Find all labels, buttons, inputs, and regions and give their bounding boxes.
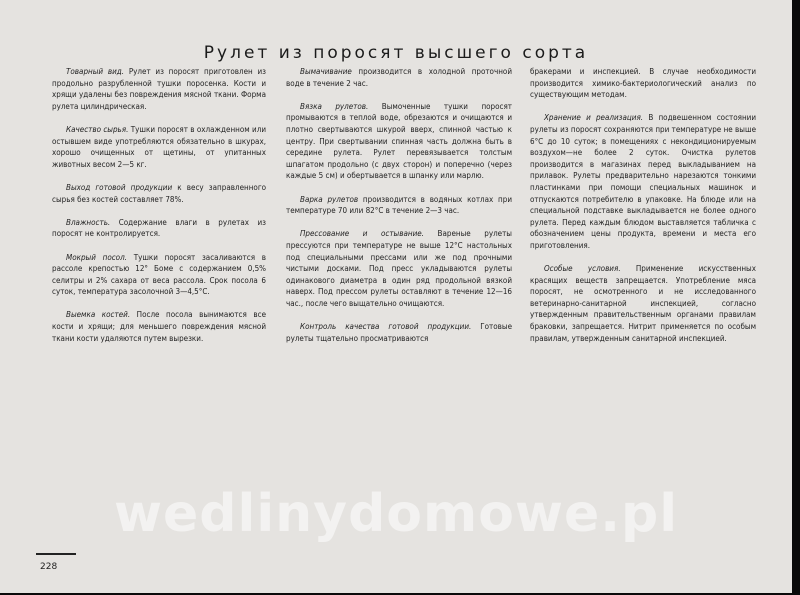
paragraph — [52, 252, 266, 298]
paragraph-lead: Качество сырья. — [66, 124, 129, 134]
paragraph-text: Применение искусственных красящих веществ запрещается. Употребление мяса поросят, не осмотренного и не исследованного ветеринарно-санитарной инспекцией, согласно утвержденным правительственным органами правилам браковки, запрещается. Нитрит применяется по особым правилам, утвержденным санитарной инспекцией. — [530, 264, 756, 343]
paragraph-text: Тушки поросят засаливаются в рассоле крепостью 12° Боме с содержанием 0,5% селитры и 2% сахара от веса рассола. Срок посола 6 суток, температура засолочной 3—4,5°C. — [52, 252, 266, 297]
paragraph — [530, 112, 756, 251]
paragraph-lead: Товарный вид. — [66, 67, 125, 76]
paragraph — [52, 66, 266, 112]
paragraph-text: Рулет из поросят приготовлен из продольно разрубленной тушки поросенка. Кости и хрящи удалены без повреждения мясной ткани. Форма рулета цилиндрическая. — [52, 67, 266, 111]
page-title: Рулет из поросят высшего сорта — [203, 43, 589, 64]
paragraph-text: Вымоченные тушки поросят промываются в теплой воде, обрезаются и очищаются и плотно свертываются шкурой вверх, спинной частью к центру. При свертывании спинная часть должна быть в середине рулета. Рулет перевязывается толстым шпагатом продольно (с двух сторон) и поперечно (через каждые 5 см) и обертывается в шпанку или марлю. — [286, 101, 512, 181]
paragraph-text: производится в водяных котлах при температуре 70 или 82°C в течение 2—3 час. — [286, 194, 513, 216]
text-column-2 — [286, 66, 512, 356]
paragraph — [530, 263, 756, 344]
footer-rule — [36, 553, 76, 555]
page-number: 228 — [40, 562, 58, 572]
paragraph-lead: Выемка костей. — [66, 310, 131, 320]
paragraph-text: После посола вынимаются все кости и хрящи; для меньшего повреждения мясной ткани кости удаляются путем вырезки. — [52, 310, 266, 343]
paragraph — [286, 66, 512, 89]
paragraph-text: производится в холодной проточной воде в течение 2 час. — [286, 67, 512, 88]
paragraph-text: Содержание влаги в рулетах из поросят не контролируется. — [52, 217, 266, 239]
text-column-1 — [52, 66, 266, 356]
watermark: wedlinydomowe.pl — [113, 484, 679, 544]
paragraph-text: Тушки поросят в охлажденном или остывшем виде употребляются обязательно в шкурах, хорошо очищенных от щетины, от упитанных животных весом 2—5 кг. — [52, 124, 266, 169]
paragraph — [286, 228, 512, 309]
paragraph-lead: Варка рулетов — [300, 194, 359, 204]
paragraph-lead: Мокрый посол. — [66, 252, 127, 262]
paragraph-text: Вареные рулеты прессуются при температуре не выше 12°C настольных под специальными прессами или же под прочными чистыми досками. Под пресс укладываются рулеты одинакового диаметра в один ряд продольной вязкой наверх. Под прессом рулеты оставляют в течение 12—16 час., после чего выщательно очищаются. — [286, 229, 512, 308]
paragraph — [286, 194, 512, 217]
paragraph — [52, 309, 266, 344]
paragraph-text: бракерами и инспекцией. В случае необходимости производится химико-бактериологический анализ по существующим методам. — [530, 67, 756, 100]
paragraph-lead: Влажность. — [66, 217, 111, 227]
paragraph-lead: Контроль качества готовой продукции. — [300, 322, 472, 332]
paragraph — [286, 101, 512, 182]
paragraph-lead: Прессование и остывание. — [300, 229, 424, 239]
paragraph-lead: Вязка рулетов. — [300, 101, 369, 111]
text-column-3 — [530, 66, 756, 356]
paragraph — [52, 182, 266, 205]
paragraph-lead: Вымачивание — [300, 67, 352, 76]
paragraph-lead: Хранение и реализация. — [544, 113, 644, 123]
paragraph — [530, 66, 756, 101]
paragraph — [286, 321, 512, 344]
paragraph-text: В подвешенном состоянии рулеты из поросят сохраняются при температуре не выше 6°C до 10 суток; в помещениях с некондиционируемым воздухом—не более 2 суток. Очистка рулетов производится в магазинах перед выкладыванием на прилавок. Рулеты предварительно нарезаются тонкими пластинками при помощи специальных машинок и отпускаются потребителю в упаковке. На блюде или на специальной подставке выкладывается не более одного рулета. Перед каждым блюдом выставляется табличка с обозначением цены продукта, времени и места его приготовления. — [530, 113, 757, 250]
paragraph-text: к весу заправленного сырья без костей составляет 78%. — [52, 182, 267, 204]
paragraph-lead: Выход готовой продукции — [66, 182, 173, 192]
paragraph — [52, 217, 266, 240]
paragraph-lead: Особые условия. — [544, 264, 621, 274]
paragraph — [52, 124, 266, 170]
paragraph-text: Готовые рулеты тщательно просматриваются — [286, 322, 512, 343]
